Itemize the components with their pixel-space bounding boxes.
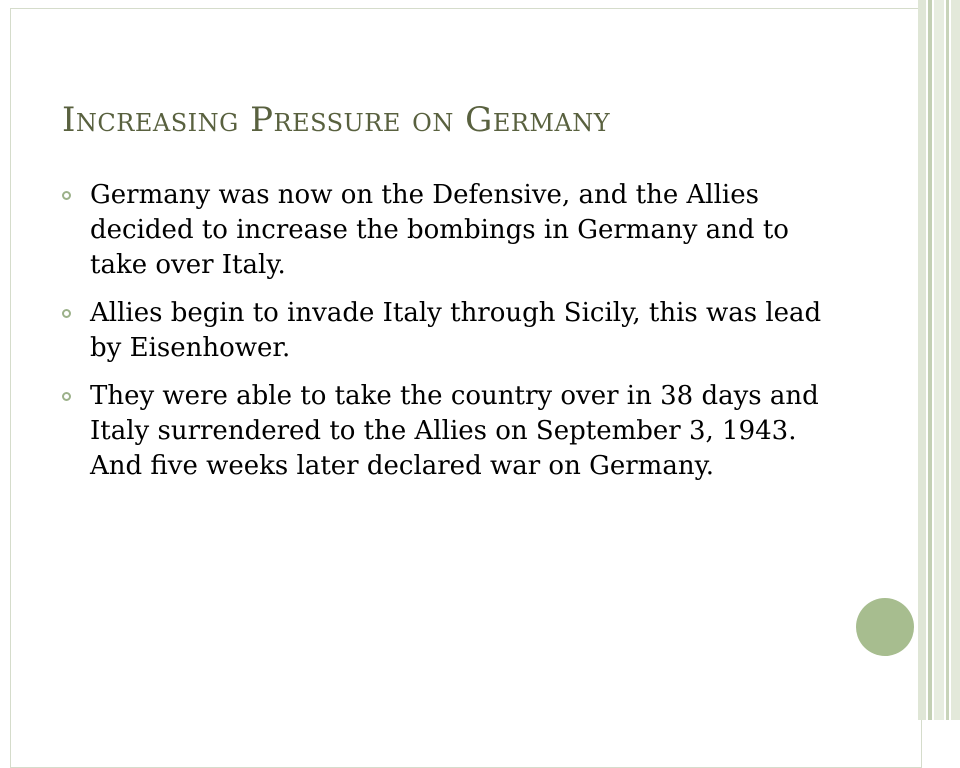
bullet-item [60,178,840,283]
stripe-5 [951,0,960,720]
stripe-4 [946,0,949,720]
decorative-stripes [918,0,960,720]
bullet-item [60,296,840,366]
stripe-1 [918,0,926,720]
bullet-circle-icon [62,392,71,401]
bullet-item [60,379,840,484]
stripe-2 [928,0,932,720]
bullet-circle-icon [62,191,71,200]
bullet-list [60,178,840,497]
bullet-circle-icon [62,309,71,318]
bullet-text: Germany was now on the Defensive, and the Allies decided to increase the bombings in Germany and to take over Italy. [90,180,789,280]
bullet-text: They were able to take the country over in 38 days and Italy surrendered to the Allies on September 3, 1943. And five weeks later declared war on Germany. [90,381,819,481]
decorative-circle [856,598,914,656]
slide-title: Increasing Pressure on Germany [62,100,611,140]
stripe-3 [934,0,944,720]
bullet-text: Allies begin to invade Italy through Sicily, this was lead by Eisenhower. [90,298,822,363]
